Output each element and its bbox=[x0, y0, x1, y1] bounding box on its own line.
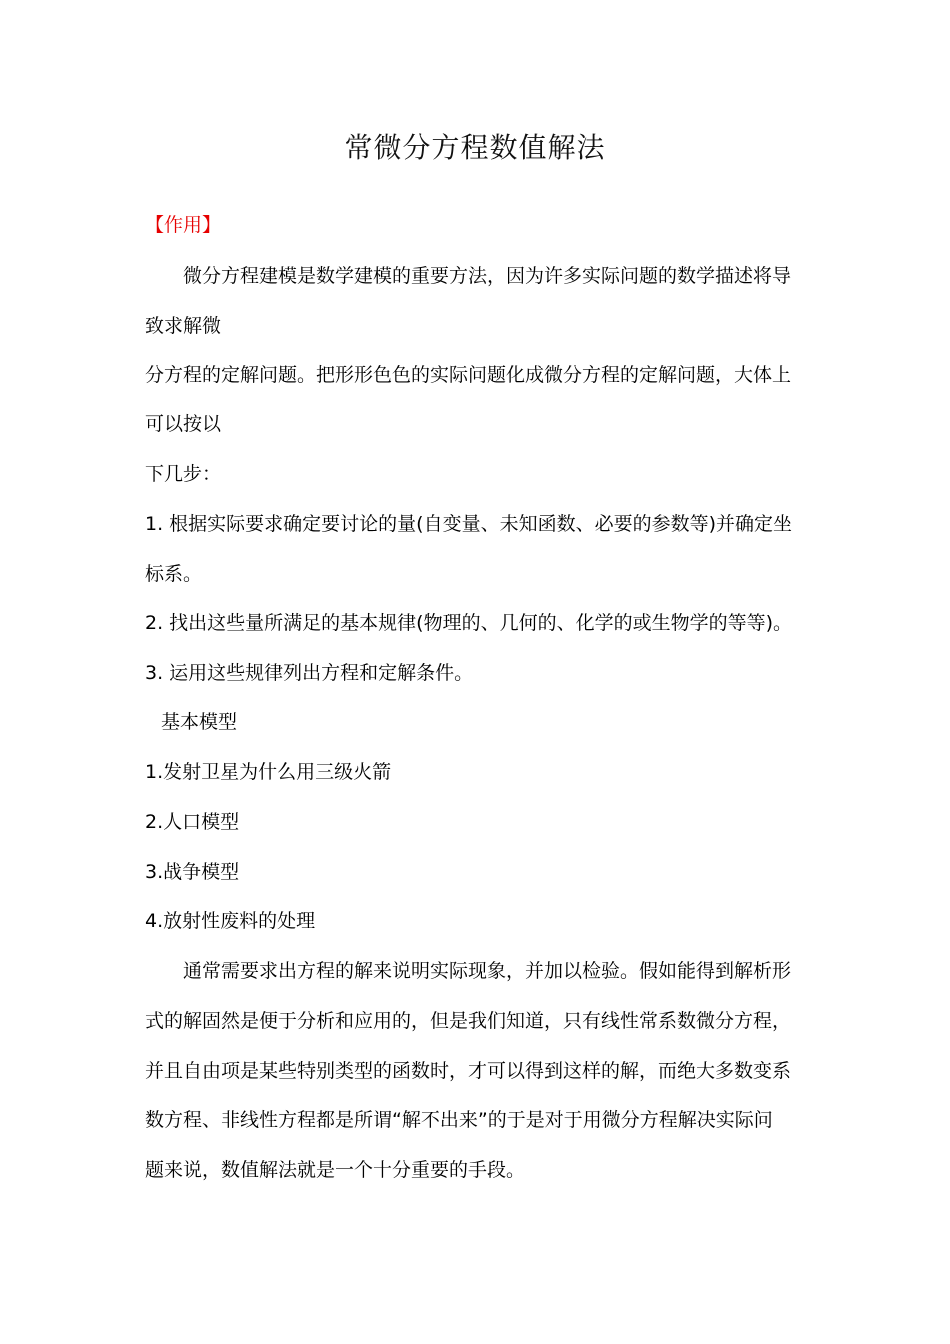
paragraph-line: 题来说，数值解法就是一个十分重要的手段。 bbox=[145, 1159, 526, 1181]
paragraph-line: 下几步： bbox=[145, 463, 222, 485]
paragraph-line: 并且自由项是某些特别类型的函数时，才可以得到这样的解，而绝大多数变系 bbox=[145, 1060, 792, 1082]
paragraph-line: 可以按以 bbox=[145, 413, 222, 435]
list-item: 2. 找出这些量所满足的基本规律(物理的、几何的、化学的或生物学的等等)。 bbox=[145, 612, 792, 634]
list-item: 3.战争模型 bbox=[145, 861, 240, 883]
list-item: 4.放射性废料的处理 bbox=[145, 910, 316, 932]
list-item: 2.人口模型 bbox=[145, 811, 240, 833]
paragraph-line: 分方程的定解问题。把形形色色的实际问题化成微分方程的定解问题，大体上 bbox=[145, 364, 792, 386]
list-item: 1. 根据实际要求确定要讨论的量(自变量、未知函数、必要的参数等)并确定坐 bbox=[145, 513, 792, 535]
subheading: 基本模型 bbox=[161, 711, 238, 733]
paragraph-line: 标系。 bbox=[145, 563, 203, 585]
section-heading: 【作用】 bbox=[145, 214, 222, 236]
list-item: 3. 运用这些规律列出方程和定解条件。 bbox=[145, 662, 474, 684]
paragraph-line: 通常需要求出方程的解来说明实际现象，并加以检验。假如能得到解析形 bbox=[183, 960, 792, 982]
paragraph-line: 数方程、非线性方程都是所谓“解不出来”的于是对于用微分方程解决实际问 bbox=[145, 1109, 773, 1131]
document-title: 常微分方程数值解法 bbox=[344, 131, 606, 164]
list-item: 1.发射卫星为什么用三级火箭 bbox=[145, 761, 392, 783]
paragraph-line: 式的解固然是便于分析和应用的，但是我们知道，只有线性常系数微分方程， bbox=[145, 1010, 792, 1032]
paragraph-line: 致求解微 bbox=[145, 315, 222, 337]
paragraph-line: 微分方程建模是数学建模的重要方法，因为许多实际问题的数学描述将导 bbox=[183, 265, 792, 287]
